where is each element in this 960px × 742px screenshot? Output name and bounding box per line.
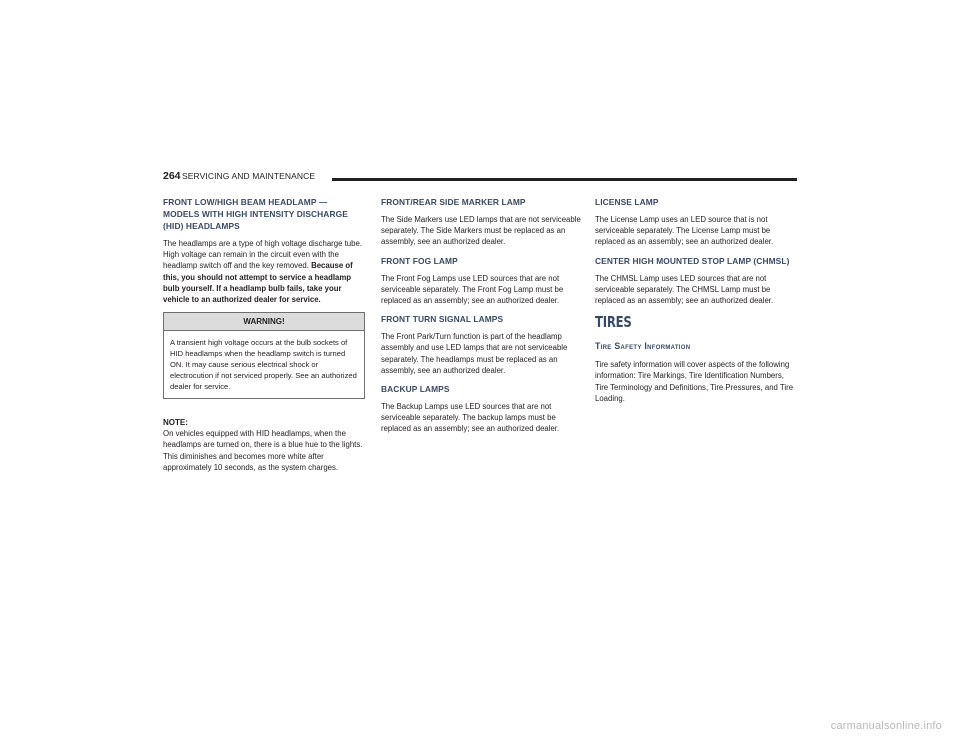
chmsl-heading: CENTER HIGH MOUNTED STOP LAMP (CHMSL)	[595, 255, 790, 266]
fog-lamp-heading: FRONT FOG LAMP	[381, 255, 458, 266]
tires-title: TIRES	[595, 313, 632, 332]
page-header	[163, 170, 797, 186]
side-marker-text: The Side Markers use LED lamps that are not serviceable separately. The Side Markers must be replaced as an assembly, see an authorized dealer.	[381, 215, 581, 247]
hid-paragraph-plain: The headlamps are a type of high voltage discharge tube. High voltage can remain in the circuit even with the headlamp switch off and the key removed.	[163, 239, 362, 271]
section-title: SERVICING AND MAINTENANCE	[182, 171, 316, 181]
license-lamp-heading: LICENSE LAMP	[595, 197, 659, 207]
turn-signal-heading: FRONT TURN SIGNAL LAMPS	[381, 314, 504, 325]
chmsl-text: The CHMSL Lamp uses LED sources that are not serviceable separately. The CHMSL Lamp must be replaced as an assembly; see an authorized dealer.	[595, 273, 774, 306]
fog-lamp-text: The Front Fog Lamps use LED sources that are not serviceable separately. The Front Fog Lamp must be replaced as an assembly; see an authorized dealer.	[381, 273, 564, 306]
note-label: NOTE:	[163, 418, 188, 428]
backup-lamps-text: The Backup Lamps use LED sources that are not serviceable separately. The backup lamps must be replaced as an assembly; see an authorized dealer.	[381, 402, 560, 434]
column-1	[163, 196, 365, 480]
warning-body: A transient high voltage occurs at the bulb sockets of HID headlamps when the headlamp switch is turned ON. It may cause serious electrical shock or electrocution if not serviced properly. See an authorized dealer for service.	[170, 338, 357, 392]
side-marker-heading: FRONT/REAR SIDE MARKER LAMP	[381, 197, 526, 207]
column-3	[595, 196, 795, 411]
note-text: On vehicles equipped with HID headlamps, when the headlamps are turned on, there is a blue hue to the lights. This diminishes and becomes more white after approximately 10 seconds, as the system charges.	[163, 429, 363, 472]
hid-headlamp-heading: FRONT LOW/HIGH BEAM HEADLAMP — MODELS WITH HIGH INTENSITY DISCHARGE (HID) HEADLAMPS	[163, 197, 348, 231]
watermark: carmanualsonline.info	[830, 720, 942, 732]
hid-headlamp-paragraph	[163, 238, 365, 305]
column-2	[381, 196, 581, 442]
page-number: 264	[163, 170, 181, 182]
warning-box	[163, 312, 365, 399]
license-lamp-text: The License Lamp uses an LED source that is not serviceable separately. The License Lamp must be replaced as an assembly; see an authorized dealer.	[595, 215, 774, 247]
hid-paragraph-bold: Because of this, you should not attempt to service a headlamp bulb yourself. If a headlamp bulb fails, take your vehicle to an authorized dealer for service.	[163, 261, 353, 305]
turn-signal-text: The Front Park/Turn function is part of the headlamp assembly and use LED lamps that are not serviceable separately. The headlamps must be replaced as an assembly, see an authorized dealer.	[381, 332, 568, 375]
header-rule	[332, 178, 797, 181]
backup-lamps-heading: BACKUP LAMPS	[381, 384, 450, 395]
warning-title: WARNING!	[164, 313, 364, 331]
tire-safety-text: Tire safety information will cover aspects of the following information: Tire Markings, Tire Identification Numbers, Tire Terminology and Definitions, Tire Pressures, and Tire Loading.	[595, 360, 794, 403]
tire-safety-heading: Tire Safety Information	[595, 341, 691, 352]
